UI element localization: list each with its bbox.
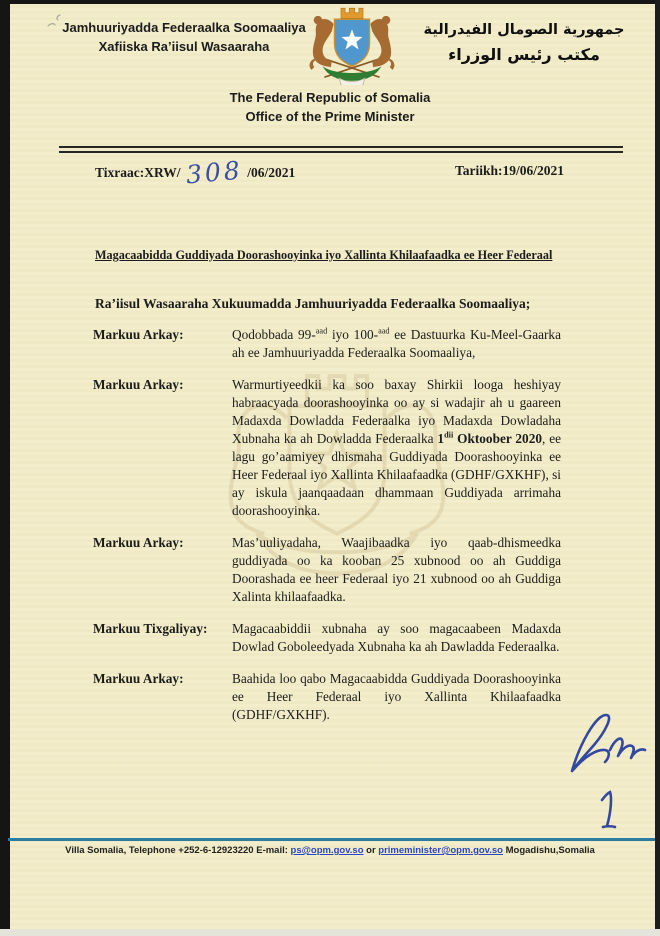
letterhead-english xyxy=(130,88,530,126)
clause-label: Markuu Arkay: xyxy=(93,327,184,342)
clause-text: Magacaabiddii xubnaha ay soo magacaabeen Madaxda Dowlad Goboleedyada Xubnaha ka ah Dawladda Federaalka. xyxy=(232,621,561,654)
document-title: Magacaabidda Guddiyada Doorashooyinka iyo Xallinta Khilaafaadka ee Heer Federaal xyxy=(95,247,553,262)
clause-label: Markuu Arkay: xyxy=(93,377,184,392)
footer-contact-line xyxy=(50,845,610,856)
salutation-line: Ra’iisul Wasaaraha Xukuumadda Jamhuuriyadda Federaalka Soomaaliya; xyxy=(95,296,531,311)
letterhead-arabic-line1: جمهورية الصومال الفيدرالية xyxy=(423,22,625,38)
letterhead-english-line2: Office of the Prime Minister xyxy=(245,109,415,124)
clause-label: Markuu Tixgaliyay: xyxy=(93,621,208,636)
header-divider-rule xyxy=(59,146,623,153)
somalia-coat-of-arms-icon xyxy=(306,5,398,85)
clause-text: Warmurtiyeedkii ka soo baxay Shirkii looga heshiyay habraacyada doorashooyinka oo ay si wadajir ah u gaareen Madaxda Dowladda Federaalka iyo Madaxda Dowladaha Xubnaha ka ah Dowladda Federaalka $1^{dii}$ Oktoober 2020, ee lagu go’aamiyey dhismaha Guddiyada Doorashooyinka ee Heer Federaal iyo Xallinta Khilaafaadka (GDHF/GXKHF), si ay iskula jaanqaadaan dhammaan Guddiyada arrimaha doorashooyinka. xyxy=(232,377,562,518)
letterhead-arabic xyxy=(406,18,642,67)
clause-text: Qodobbada 99-$^{aad}$ iyo 100-$^{aad}$ ee Dastuurka Ku-Meel-Gaarka ah ee Jamhuuriyadda Federaalka Soomaaliya, xyxy=(232,326,561,360)
date-field: Tariikh:19/06/2021 xyxy=(455,163,565,178)
letterhead-somali-line1: Jamhuuriyadda Federaalka Soomaaliya xyxy=(62,20,306,35)
footer-email-link-ps[interactable]: ps@opm.gov.so xyxy=(290,845,364,856)
reference-suffix: /06/2021 xyxy=(247,165,296,180)
footer-address: Villa Somalia, Telephone +252-6-12923220 E-mail: xyxy=(65,845,291,856)
handwritten-reference-number: 308 xyxy=(184,155,244,190)
footer-or-text: or xyxy=(363,845,379,856)
footer-divider-rule xyxy=(8,838,655,841)
scan-edge-bottom xyxy=(0,929,660,936)
handwritten-signature-scribble xyxy=(560,705,655,795)
clause-label: Markuu Arkay: xyxy=(93,671,184,686)
letterhead-somali xyxy=(58,18,310,56)
handwritten-page-number xyxy=(596,788,622,832)
letterhead-somali-line2: Xafiiska Ra’iisul Wasaaraha xyxy=(98,39,270,54)
reference-number xyxy=(95,155,296,190)
clause-text: Mas’uuliyadaha, Waajibaadka iyo qaab-dhismeedka guddiyada oo ka kooban 25 xubnood oo ah Guddiga Doorashada ee heer Federaal iyo 21 xubnood oo ah Guddiga Xalinta khilaafaadka. xyxy=(232,535,561,604)
scan-edge-right xyxy=(655,0,660,929)
clauses-list xyxy=(93,326,561,724)
reference-prefix: Tixraac:XRW/ xyxy=(95,165,181,180)
letterhead-arabic-line2: مكتب رئيس الوزراء xyxy=(448,45,600,64)
footer-city: Mogadishu,Somalia xyxy=(502,845,595,856)
footer-email-link-primeminister[interactable]: primeminister@opm.gov.so xyxy=(378,845,503,856)
letterhead-english-line1: The Federal Republic of Somalia xyxy=(229,90,431,105)
clause-text: Baahida loo qabo Magacaabidda Guddiyada Doorashooyinka ee Heer Federaal iyo Xallinta Khilaafaadka (GDHF/GXKHF). xyxy=(232,671,561,722)
clause-label: Markuu Arkay: xyxy=(93,535,184,550)
